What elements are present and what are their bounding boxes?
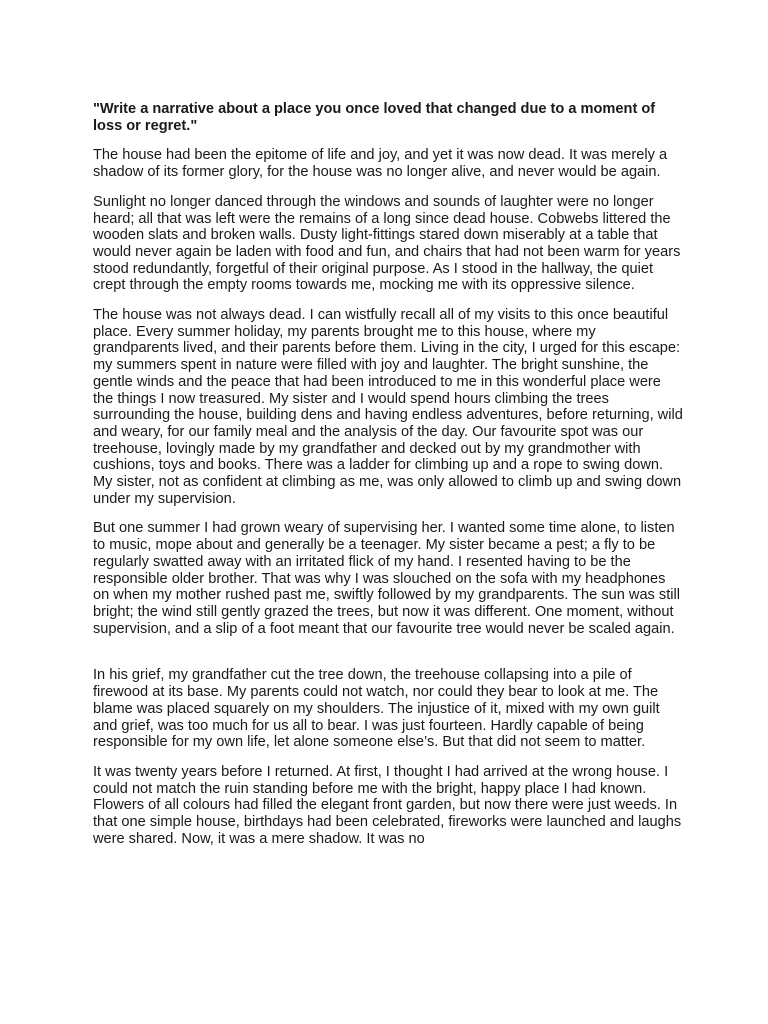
paragraph-5: In his grief, my grandfather cut the tree down, the treehouse collapsing into a pile of firewood at its base. My parents could not watch, nor could they bear to look at me. The blame was placed squarely on my shoulders. The injustice of it, mixed with my own guilt and grief, was too much for us all to bear. I was just fourteen. Hardly capable of being responsible for my own life, let alone someone else’s. But that did not seem to matter.	[93, 667, 660, 751]
paragraph-1: The house had been the epitome of life and joy, and yet it was now dead. It was merely a shadow of its former glory, for the house was no longer alive, and never would be again.	[93, 147, 668, 181]
essay-prompt: "Write a narrative about a place you once loved that changed due to a moment of loss or regret."	[93, 101, 656, 134]
paragraph-4: But one summer I had grown weary of supervising her. I wanted some time alone, to listen to music, mope about and generally be a teenager. My sister became a pest; a fly to be regularly swatted away with an irritated flick of my hand. I resented having to be the responsible older brother. That was why I was slouched on the sofa with my headphones on when my mother rushed past me, swiftly followed by my grandparents. The sun was still bright; the wind still gently grazed the trees, but now it was different. One moment, without supervision, and a slip of a foot meant that our favourite tree would never be scaled again.	[93, 520, 680, 637]
document-page	[93, 101, 683, 860]
paragraph-6: It was twenty years before I returned. At first, I thought I had arrived at the wrong house. I could not match the ruin standing before me with the bright, happy place I had known. Flowers of all colours had filled the elegant front garden, but now there were just weeds. In that one simple house, birthdays had been celebrated, fireworks were launched and laughs were shared. Now, it was a mere shadow. It was no	[93, 763, 682, 847]
paragraph-2: Sunlight no longer danced through the windows and sounds of laughter were no longer heard; all that was left were the remains of a long since dead house. Cobwebs littered the wooden slats and broken walls. Dusty light-fittings stared down miserably at a table that would never again be laden with food and fun, and chairs that had not been warm for years stood redundantly, forgetful of their original purpose. As I stood in the hallway, the quiet crept through the empty rooms towards me, mocking me with its oppressive silence.	[93, 193, 681, 294]
paragraph-3: The house was not always dead. I can wistfully recall all of my visits to this once beautiful place. Every summer holiday, my parents brought me to this house, where my grandparents lived, and their parents before them. Living in the city, I urged for this escape: my summers spent in nature were filled with joy and laughter. The bright sunshine, the gentle winds and the peace that had been introduced to me in this wonderful place were the things I now treasured. My sister and I would spend hours climbing the trees surrounding the house, building dens and having endless adventures, before returning, wild and weary, for our family meal and the analysis of the day. Our favourite spot was our treehouse, lovingly made by my grandfather and decked out by my grandmother with cushions, toys and books. There was a ladder for climbing up and a rope to swing down. My sister, not as confident at climbing as me, was only allowed to climb up and swing down under my supervision.	[93, 307, 683, 507]
